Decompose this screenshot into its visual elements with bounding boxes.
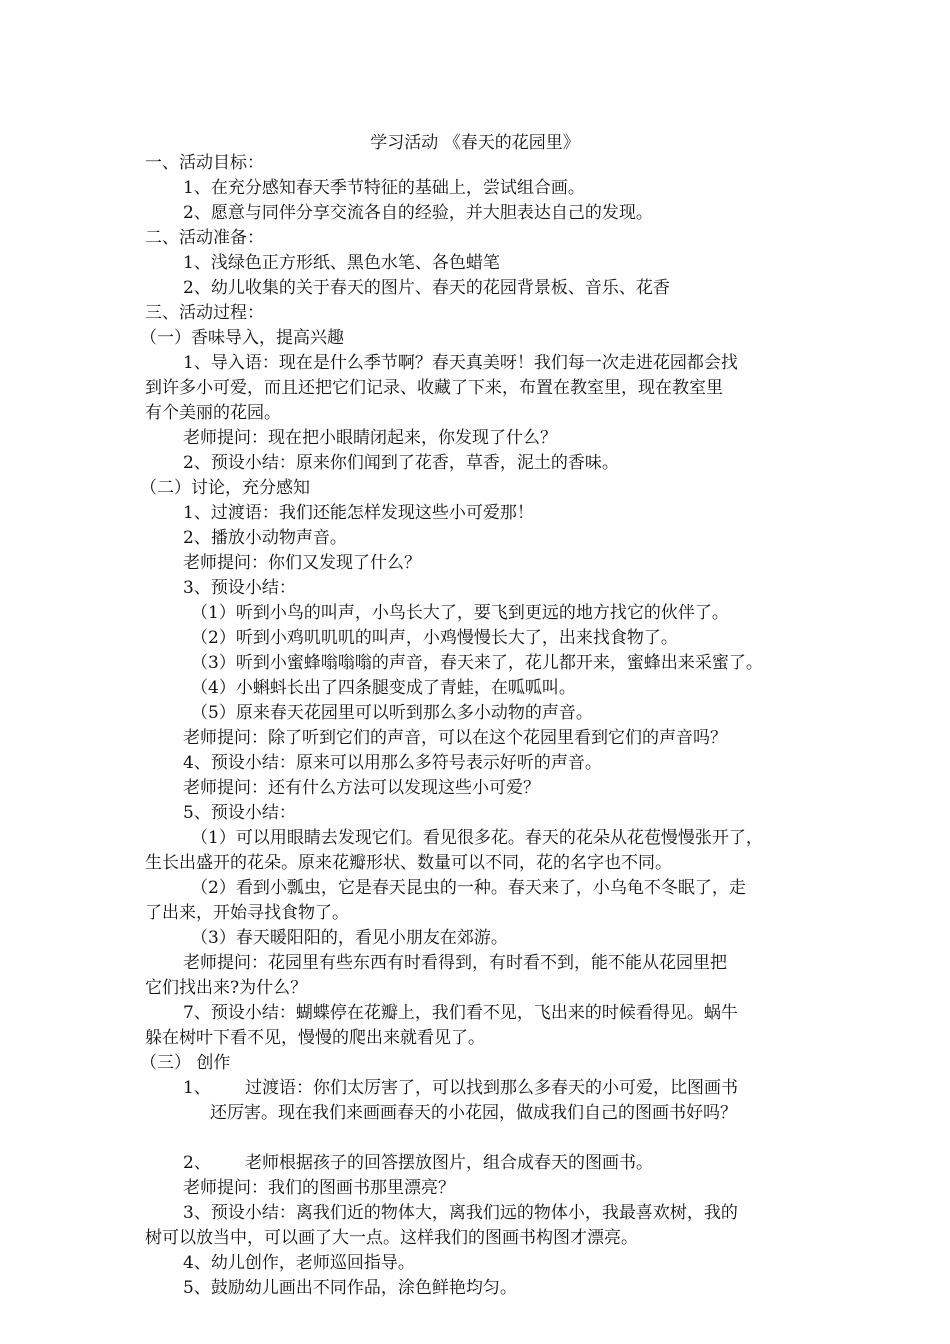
paragraph-line: 3、预设小结：离我们近的物体大，离我们远的物体小，我最喜欢树，我的 <box>183 1203 738 1223</box>
goal-item: 2、愿意与同伴分享交流各自的经验，并大胆表达自己的发现。 <box>183 203 653 223</box>
sub-item: （3）听到小蜜蜂嗡嗡嗡的声音，春天来了，花儿都开来，蜜蜂出来采蜜了。 <box>191 653 763 673</box>
paragraph-line: 了出来，开始寻找食物了。 <box>145 903 349 923</box>
part3-heading: （三） 创作 <box>140 1053 231 1073</box>
paragraph-line: 5、预设小结： <box>183 803 296 823</box>
paragraph-line: （3）春天暖阳阳的，看见小朋友在郊游。 <box>191 928 508 948</box>
teacher-question: 老师提问：还有什么方法可以发现这些小可爱？ <box>183 778 540 798</box>
paragraph-line: 5、鼓励幼儿画出不同作品，涂色鲜艳均匀。 <box>183 1278 517 1298</box>
teacher-question: 老师提问：我们的图画书那里漂亮？ <box>183 1178 455 1198</box>
sub-item: （2）听到小鸡叽叽叽的叫声，小鸡慢慢长大了，出来找食物了。 <box>191 628 678 648</box>
paragraph-line: 老师根据孩子的回答摆放图片，组合成春天的图画书。 <box>245 1153 653 1173</box>
paragraph-line: 树可以放当中，可以画了大一点。这样我们的图画书构图才漂亮。 <box>145 1228 638 1248</box>
paragraph-line: （1）可以用眼睛去发现它们。看见很多花。春天的花朵从花苞慢慢张开了， <box>191 828 763 848</box>
sub-item: （5）原来春天花园里可以听到那么多小动物的声音。 <box>191 703 593 723</box>
prep-item: 1、浅绿色正方形纸、黑色水笔、各色蜡笔 <box>183 253 500 273</box>
teacher-question: 老师提问：花园里有些东西有时看得到，有时看不到，能不能从花园里把 <box>183 953 727 973</box>
paragraph-line: 生长出盛开的花朵。原来花瓣形状、数量可以不同，花的名字也不同。 <box>145 853 672 873</box>
section-heading-prep: 二、活动准备： <box>145 228 264 248</box>
goal-item: 1、在充分感知春天季节特征的基础上，尝试组合画。 <box>183 178 585 198</box>
paragraph-line: 7、预设小结：蝴蝶停在花瓣上，我们看不见，飞出来的时候看得见。蜗牛 <box>183 1003 738 1023</box>
paragraph-line: 到许多小可爱，而且还把它们记录、收藏了下来，布置在教室里，现在教室里 <box>145 378 723 398</box>
paragraph-line: 1、过渡语：我们还能怎样发现这些小可爱那！ <box>183 503 534 523</box>
paragraph-line: 1、导入语：现在是什么季节啊？春天真美呀！我们每一次走进花园都会找 <box>183 353 738 373</box>
list-number: 1、 <box>183 1078 211 1098</box>
paragraph-line: 还厉害。现在我们来画画春天的小花园，做成我们自己的图画书好吗？ <box>210 1103 737 1123</box>
paragraph-line: （2）看到小瓢虫，它是春天昆虫的一种。春天来了，小乌龟不冬眠了，走 <box>191 878 746 898</box>
teacher-question: 老师提问：你们又发现了什么？ <box>183 553 421 573</box>
teacher-question: 它们找出来?为什么？ <box>145 978 308 998</box>
paragraph-line: 2、播放小动物声音。 <box>183 528 347 548</box>
paragraph-line: 过渡语：你们太厉害了，可以找到那么多春天的小可爱，比图画书 <box>245 1078 738 1098</box>
sub-item: （4）小蝌蚪长出了四条腿变成了青蛙，在呱呱叫。 <box>191 678 576 698</box>
paragraph-line: 4、预设小结：原来可以用那么多符号表示好听的声音。 <box>183 753 602 773</box>
document-title: 学习活动 《春天的花园里》 <box>370 133 580 153</box>
teacher-question: 老师提问：除了听到它们的声音，可以在这个花园里看到它们的声音吗？ <box>183 728 727 748</box>
paragraph-line: 有个美丽的花园。 <box>145 403 281 423</box>
part1-heading: （一）香味导入，提高兴趣 <box>140 328 344 348</box>
list-number: 2、 <box>183 1153 211 1173</box>
section-heading-goals: 一、活动目标： <box>145 153 264 173</box>
summary-line: 2、预设小结：原来你们闻到了花香，草香，泥土的香味。 <box>183 453 619 473</box>
teacher-question: 老师提问：现在把小眼睛闭起来，你发现了什么？ <box>183 428 557 448</box>
paragraph-line: 躲在树叶下看不见，慢慢的爬出来就看见了。 <box>145 1028 485 1048</box>
sub-item: （1）听到小鸟的叫声，小鸟长大了，要飞到更远的地方找它的伙伴了。 <box>191 603 729 623</box>
part2-heading: （二）讨论，充分感知 <box>140 478 310 498</box>
paragraph-line: 4、幼儿创作，老师巡回指导。 <box>183 1253 415 1273</box>
section-heading-process: 三、活动过程： <box>145 303 264 323</box>
prep-item: 2、幼儿收集的关于春天的图片、春天的花园背景板、音乐、花香 <box>183 278 670 298</box>
paragraph-line: 3、预设小结： <box>183 578 296 598</box>
